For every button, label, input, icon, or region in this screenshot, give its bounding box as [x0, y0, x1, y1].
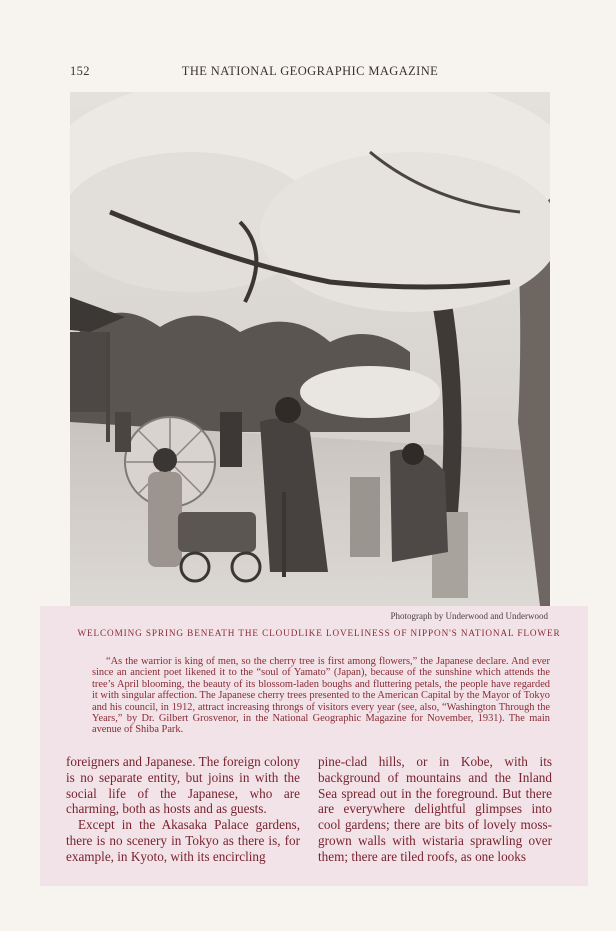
paragraph: pine-clad hills, or in Kobe, with its background of mountains and the Inland Sea spread out in the foreground. But there are everywhere delightful glimpses into cool gardens; there are bits of lovely moss-grown walls with wistaria sprawling over them; there are tiled roofs, as one looks: [318, 754, 552, 864]
running-header: [70, 64, 550, 82]
photo-illustration: [70, 92, 550, 606]
caption-body: “As the warrior is king of men, so the cherry tree is first among flowers,” the Japanese declare. And ever since an ancient poet likened it to the “soul of Yamato” (Japan), because of the sunshine which attends the tree’s April blooming, the beauty of its blossom-laden boughs and fluttering petals, the people have regarded it with singular affection. The Japanese cherry trees presented to the American Capital by the Mayor of Tokyo and his council, in 1912, attract increasing throngs of visitors every year (see, also, “Washington Through the Years,” by Dr. Gilbert Grosvenor, in the National Geographic Magazine for November, 1931). The main avenue of Shiba Park.: [92, 656, 550, 736]
paragraph: foreigners and Japanese. The foreign colony is no separate entity, but joins in with the social life of the Japanese, who are charming, both as hosts and as guests.: [66, 754, 300, 817]
caption-title: WELCOMING SPRING BENEATH THE CLOUDLIKE LOVELINESS OF NIPPON'S NATIONAL FLOWER: [77, 628, 561, 638]
magazine-title: THE NATIONAL GEOGRAPHIC MAGAZINE: [181, 64, 439, 78]
cherry-blossom-photograph: [70, 92, 550, 606]
paragraph: Except in the Akasaka Palace gardens, there is no scenery in Tokyo as there is, for example, in Kyoto, with its encircling: [66, 817, 300, 864]
page-number: 152: [70, 64, 90, 78]
text-column-left: [66, 754, 300, 865]
photo-credit: Photograph by Underwood and Underwood: [390, 611, 548, 621]
caption-and-text-area: [40, 606, 588, 886]
text-column-right: [318, 754, 552, 865]
